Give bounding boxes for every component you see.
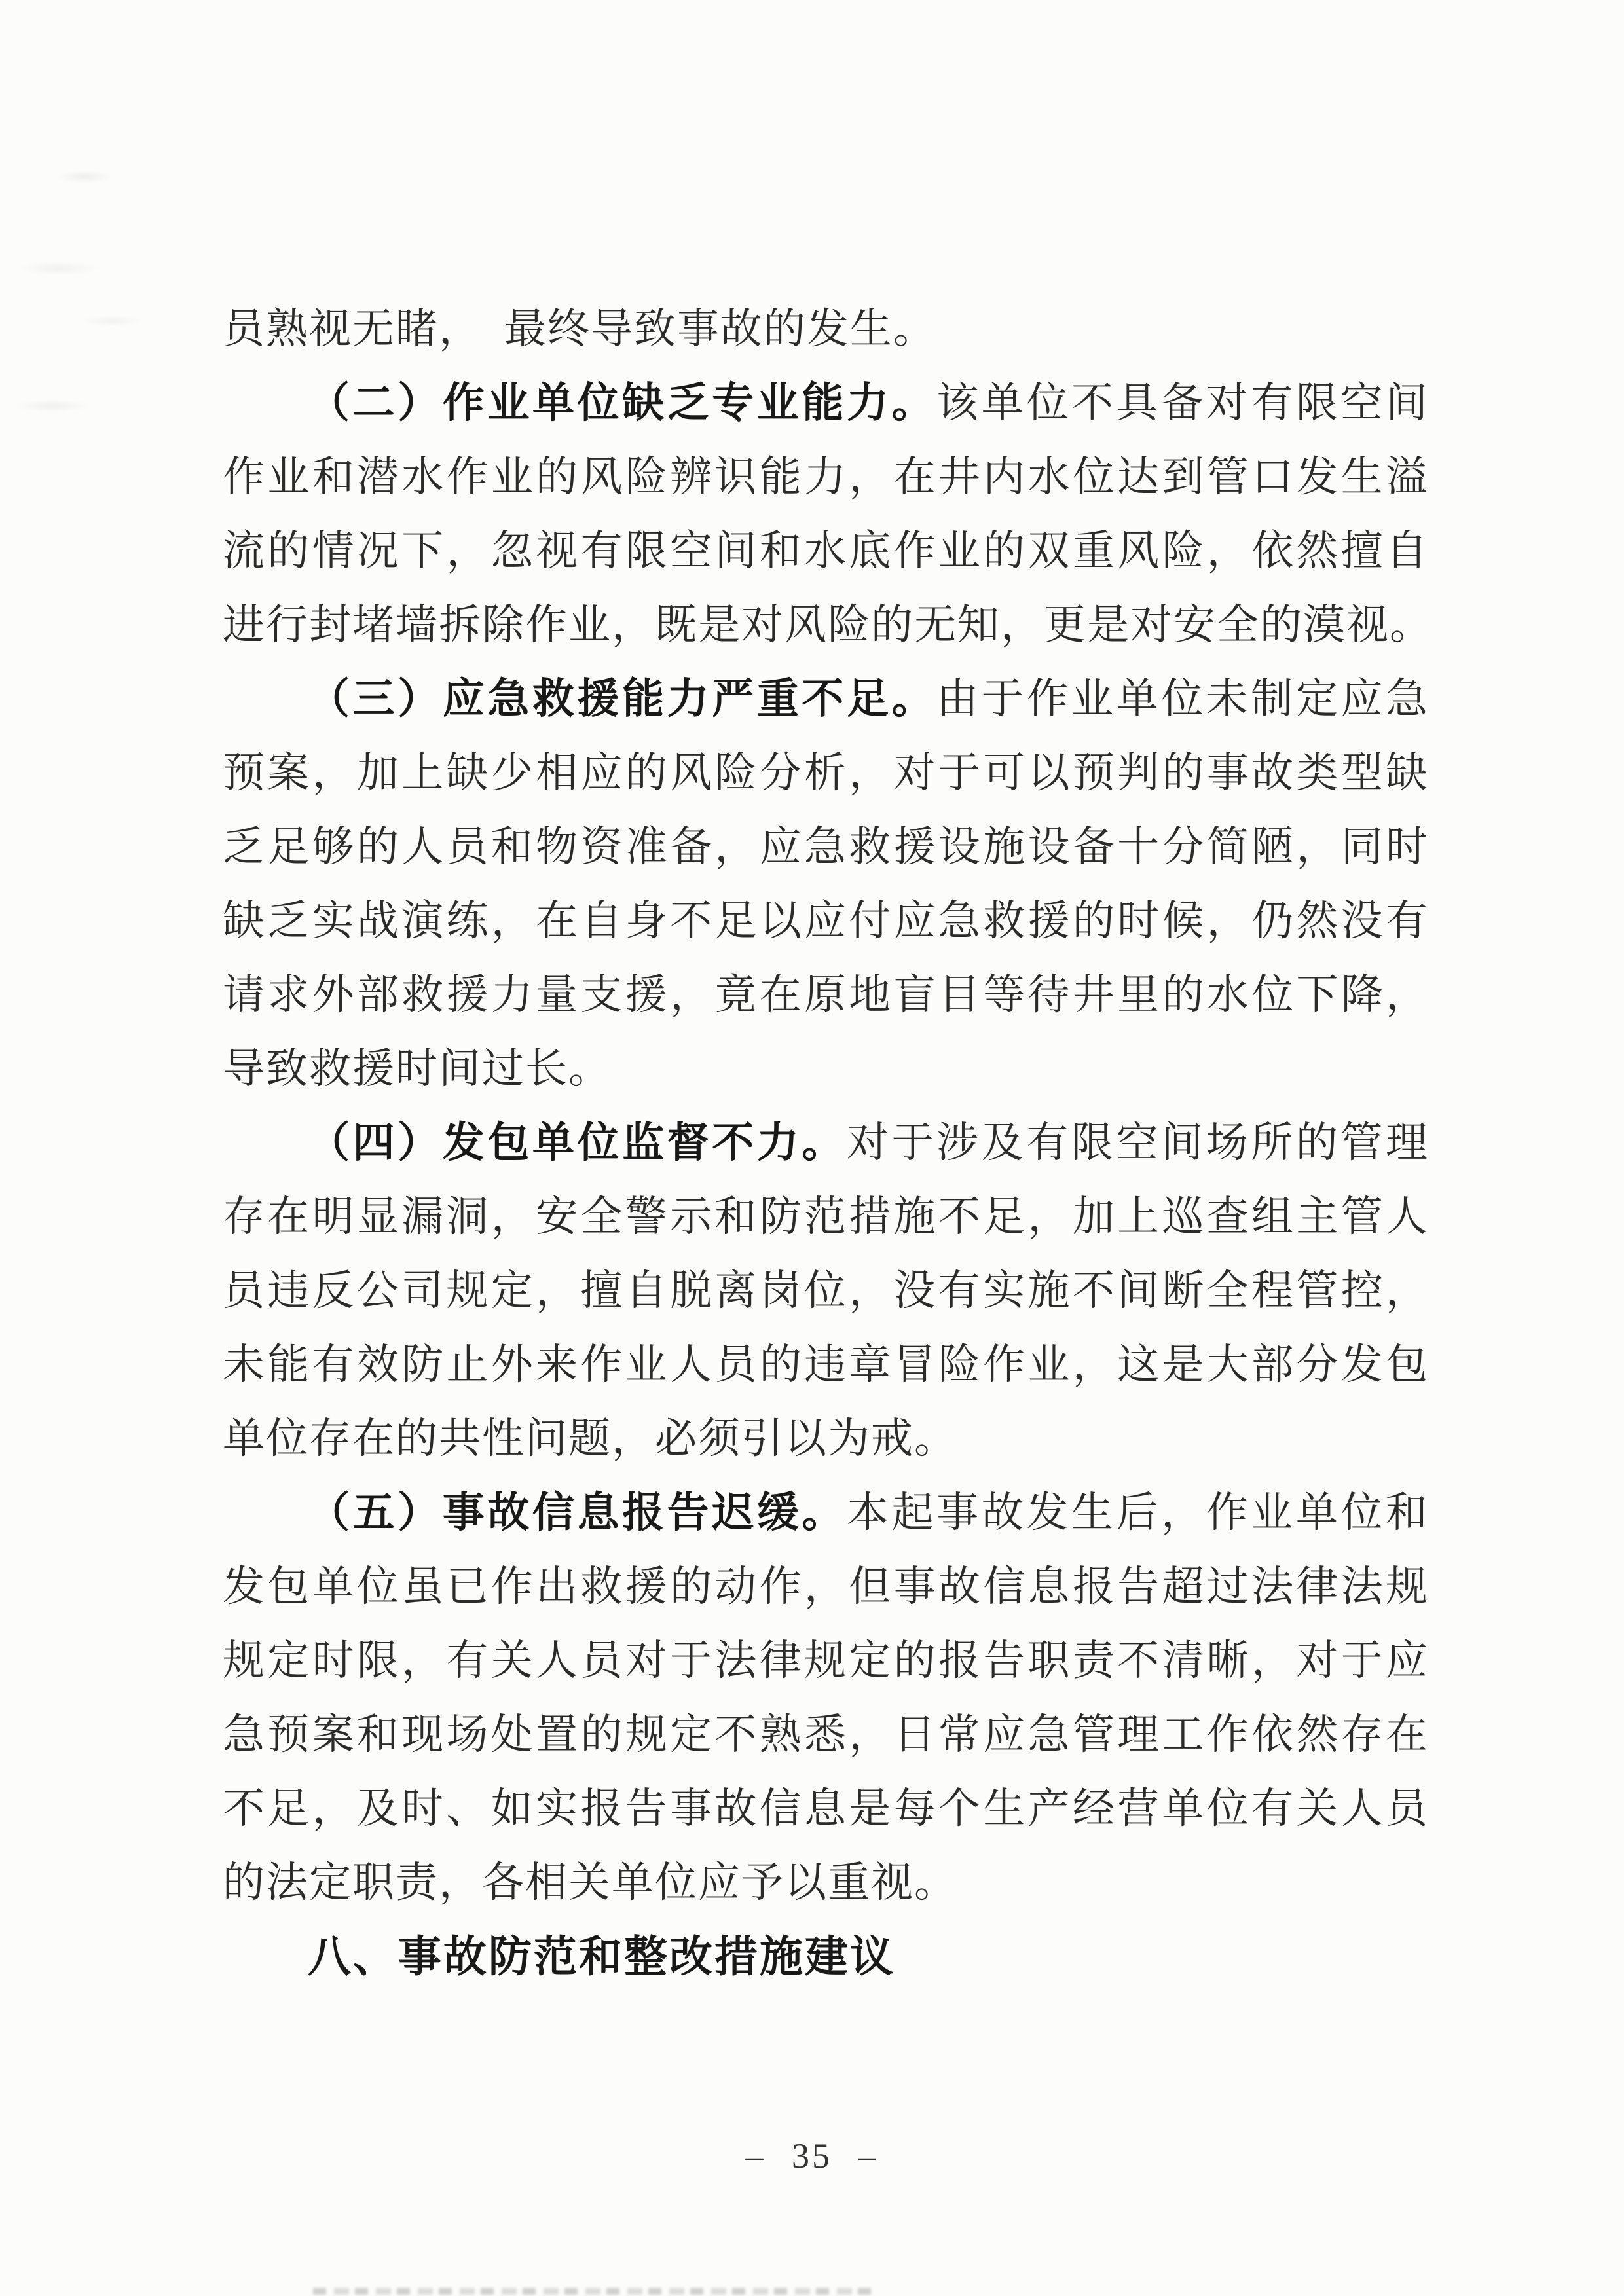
text-segment: 规定时限，有关人员对于法律规定的报告职责不清晰，对于应 bbox=[223, 1637, 1428, 1684]
bold-text-segment: （三）应急救援能力严重不足。 bbox=[308, 676, 937, 722]
bold-text-segment: （五）事故信息报告迟缓。 bbox=[308, 1489, 847, 1536]
text-segment: 发包单位虽已作出救援的动作，但事故信息报告超过法律法规 bbox=[223, 1563, 1428, 1610]
bold-text-segment: （二）作业单位缺乏专业能力。 bbox=[308, 380, 937, 426]
text-line bbox=[223, 1106, 1428, 1180]
text-segment: 员熟视无睹， 最终导致事故的发生。 bbox=[223, 306, 936, 352]
text-line bbox=[223, 1328, 1428, 1402]
text-line bbox=[223, 1772, 1428, 1846]
text-segment: 预案，加上缺少相应的风险分析，对于可以预判的事故类型缺 bbox=[223, 750, 1428, 796]
text-segment: 导致救援时间过长。 bbox=[223, 1046, 612, 1092]
text-segment: 流的情况下，忽视有限空间和水底作业的双重风险，依然擅自 bbox=[223, 528, 1428, 574]
text-segment: 存在明显漏洞，安全警示和防范措施不足，加上巡查组主管人 bbox=[223, 1194, 1428, 1240]
text-line bbox=[223, 1476, 1428, 1550]
text-line bbox=[223, 1550, 1428, 1624]
text-segment: 单位存在的共性问题，必须引以为戒。 bbox=[223, 1415, 957, 1462]
text-segment: 未能有效防止外来作业人员的违章冒险作业，这是大部分发包 bbox=[223, 1341, 1428, 1388]
text-line bbox=[223, 514, 1428, 588]
text-segment: 的法定职责，各相关单位应予以重视。 bbox=[223, 1859, 957, 1906]
text-segment: 进行封堵墙拆除作业，既是对风险的无知，更是对安全的漠视。 bbox=[223, 602, 1433, 648]
text-line bbox=[223, 662, 1428, 736]
text-segment: 由于作业单位未制定应急 bbox=[936, 676, 1428, 722]
bold-text-segment: （四）发包单位监督不力。 bbox=[308, 1120, 847, 1166]
text-line bbox=[223, 588, 1433, 662]
section-heading-line bbox=[223, 1920, 1428, 1994]
text-segment: 员违反公司规定，擅自脱离岗位，没有实施不间断全程管控， bbox=[223, 1267, 1428, 1314]
text-segment: 该单位不具备对有限空间 bbox=[936, 380, 1428, 426]
document-body bbox=[223, 292, 1433, 1994]
text-line bbox=[223, 958, 1428, 1032]
text-segment: 缺乏实战演练，在自身不足以应付应急救援的时候，仍然没有 bbox=[223, 898, 1428, 944]
page-number: – 35 – bbox=[745, 2136, 879, 2176]
text-line bbox=[223, 810, 1428, 884]
text-line bbox=[223, 1032, 1428, 1106]
text-segment: 乏足够的人员和物资准备，应急救援设施设备十分简陋，同时 bbox=[223, 824, 1428, 870]
text-line bbox=[223, 1402, 1428, 1476]
text-segment: 不足，及时、如实报告事故信息是每个生产经营单位有关人员 bbox=[223, 1785, 1428, 1832]
text-line bbox=[223, 1698, 1428, 1772]
text-line bbox=[223, 1180, 1428, 1254]
text-line bbox=[223, 1624, 1428, 1698]
text-segment: 请求外部救援力量支援，竟在原地盲目等待井里的水位下降， bbox=[223, 972, 1428, 1018]
text-segment: 本起事故发生后，作业单位和 bbox=[847, 1489, 1428, 1536]
text-line bbox=[223, 736, 1428, 810]
text-line bbox=[223, 292, 1428, 366]
text-line bbox=[223, 440, 1428, 514]
text-segment: 对于涉及有限空间场所的管理 bbox=[847, 1120, 1428, 1166]
text-line bbox=[223, 366, 1428, 440]
scan-noise bbox=[7, 98, 223, 491]
text-segment: 急预案和现场处置的规定不熟悉，日常应急管理工作依然存在 bbox=[223, 1711, 1428, 1758]
text-line bbox=[223, 884, 1428, 958]
text-segment: 作业和潜水作业的风险辨识能力，在井内水位达到管口发生溢 bbox=[223, 454, 1428, 500]
text-line bbox=[223, 1846, 1428, 1920]
bold-text-segment: 八、事故防范和整改措施建议 bbox=[308, 1932, 895, 1980]
bleed-through-artifact bbox=[313, 2288, 877, 2295]
text-line bbox=[223, 1254, 1428, 1328]
